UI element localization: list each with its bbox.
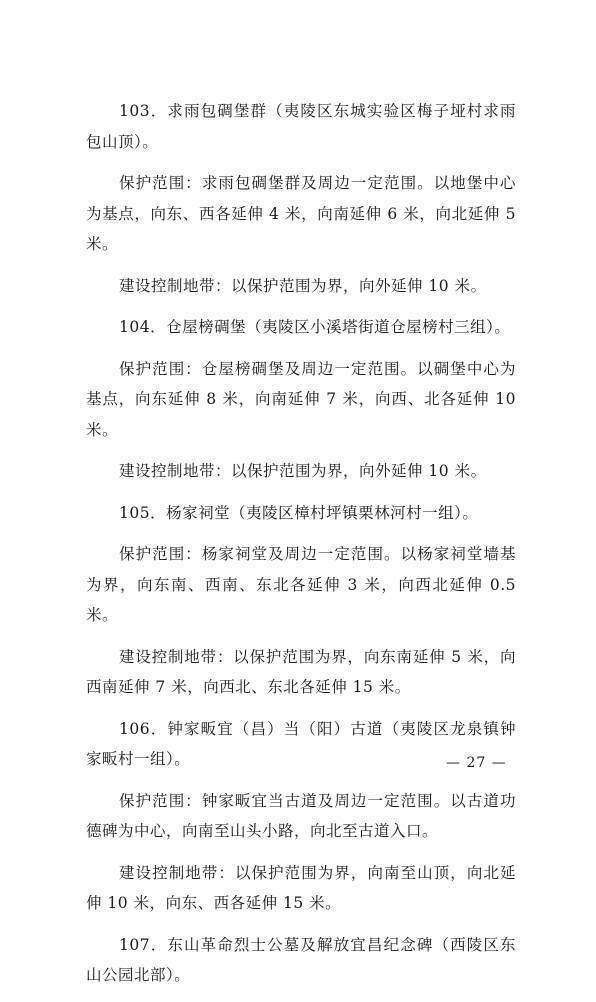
entry-105-title: 105．杨家祠堂（夷陵区樟村坪镇栗林河村一组）。 — [119, 503, 479, 522]
document-body — [86, 96, 516, 1002]
entry-104-control-zone: 建设控制地带：以保护范围为界，向外延伸 10 米。 — [119, 462, 487, 480]
entry-103-control-zone: 建设控制地带：以保护范围为界，向外延伸 10 米。 — [119, 276, 487, 295]
entry-103-protection-scope: 保护范围：求雨包碉堡群及周边一定范围。以地堡中心为基点，向东、西各延伸 4 米，向南延伸 6 米，向北延伸 5 米。 — [86, 174, 516, 253]
entry-106-control-zone: 建设控制地带：以保护范围为界，向南至山顶，向北延伸 10 米，向东、西各延伸 15 米。 — [86, 863, 516, 912]
entry-105-control-zone: 建设控制地带：以保护范围为界，向东南延伸 5 米，向西南延伸 7 米，向西北、东北各延伸 15 米。 — [86, 647, 516, 696]
entry-103-title: 103．求雨包碉堡群（夷陵区东城实验区梅子垭村求雨包山顶）。 — [86, 102, 516, 151]
entry-107-title: 107．东山革命烈士公墓及解放宜昌纪念碑（西陵区东山公园北部）。 — [86, 935, 516, 984]
entry-104-title: 104．仓屋榜碉堡（夷陵区小溪塔街道仓屋榜村三组）。 — [119, 318, 511, 336]
page-number: — 27 — — [446, 755, 507, 771]
entry-106-protection-scope: 保护范围：钟家畈宜当古道及周边一定范围。以古道功德碑为中心，向南至山头小路，向北至古道入口。 — [86, 791, 516, 840]
entry-104-protection-scope: 保护范围：仓屋榜碉堡及周边一定范围。以碉堡中心为基点，向东延伸 8 米，向南延伸 7 米，向西、北各延伸 10 米。 — [86, 359, 516, 439]
entry-105-protection-scope: 保护范围：杨家祠堂及周边一定范围。以杨家祠堂墙基为界，向东南、西南、东北各延伸 3 米，向西北延伸 0.5 米。 — [86, 545, 516, 624]
entry-106-title: 106．钟家畈宜（昌）当（阳）古道（夷陵区龙泉镇钟家畈村一组）。 — [86, 719, 516, 768]
